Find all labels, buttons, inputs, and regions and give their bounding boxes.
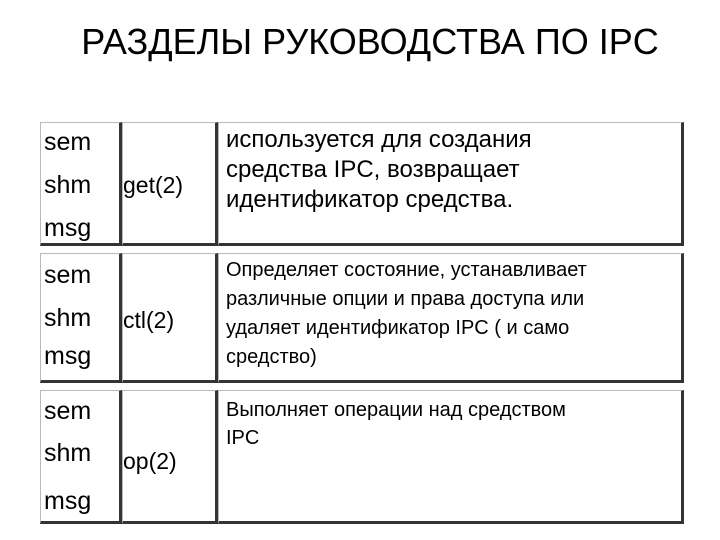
call-cell bbox=[122, 122, 218, 246]
ipc-objects-cell bbox=[40, 253, 122, 383]
ipc-objects-cell bbox=[40, 390, 122, 524]
object-label-msg: msg bbox=[44, 342, 92, 370]
table-row-get bbox=[40, 122, 684, 246]
description-cell bbox=[218, 253, 684, 383]
object-label-shm: shm bbox=[44, 171, 92, 199]
object-label-sem: sem bbox=[44, 397, 92, 425]
object-label-msg: msg bbox=[44, 487, 92, 515]
call-label-op: op(2) bbox=[123, 448, 177, 474]
table-row-ctl bbox=[40, 253, 684, 383]
description-cell bbox=[218, 390, 684, 524]
description-text: используется для создания средства IPC, возвращает идентификатор средства. bbox=[226, 126, 532, 213]
table-row-op bbox=[40, 390, 684, 524]
call-cell bbox=[122, 390, 218, 524]
description-text: Выполняет операции над средством IPC bbox=[226, 399, 566, 449]
object-label-msg: msg bbox=[44, 214, 92, 242]
slide-title: РАЗДЕЛЫ РУКОВОДСТВА ПО IPC bbox=[81, 21, 659, 62]
description-text: Определяет состояние, устанавливает различные опции и права доступа или удаляет идентификатор IPC ( и само средство) bbox=[226, 259, 587, 368]
ipc-objects-cell bbox=[40, 122, 122, 246]
object-label-sem: sem bbox=[44, 261, 92, 289]
call-cell bbox=[122, 253, 218, 383]
call-label-get: get(2) bbox=[123, 172, 184, 198]
object-label-shm: shm bbox=[44, 304, 92, 332]
object-label-sem: sem bbox=[44, 128, 92, 156]
object-label-shm: shm bbox=[44, 439, 92, 467]
description-cell bbox=[218, 122, 684, 246]
call-label-ctl: ctl(2) bbox=[123, 307, 175, 333]
